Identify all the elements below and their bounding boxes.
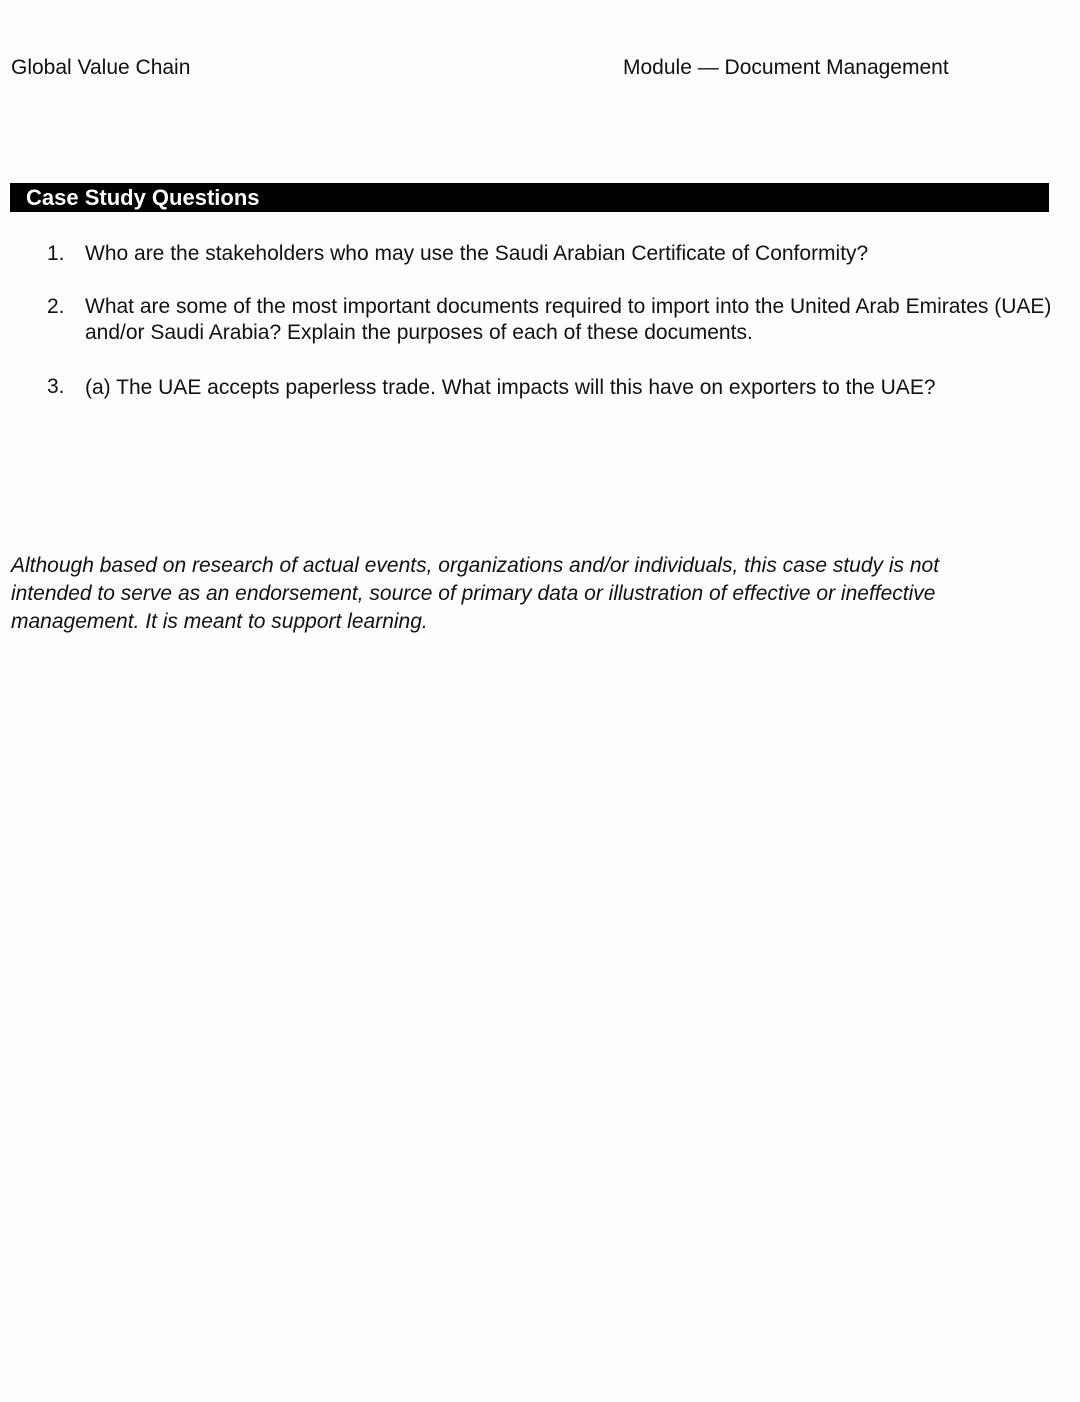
question-number: 1. (47, 242, 65, 265)
question-text: (a) The UAE accepts paperless trade. What impacts will this have on exporters to the UAE? (85, 376, 936, 399)
disclaimer: Although based on research of actual events, organizations and/or individuals, this case study is not intended to serve as an endorsement, source of primary data or illustration of effective or ineffective management. It is meant to support learning. (11, 554, 940, 633)
question-text: What are some of the most important documents required to import into the United Arab Emirates (UAE) and/or Saudi Arabia? Explain the purposes of each of these documents. (85, 295, 1052, 344)
header-module-title: Module — Document Management (623, 56, 949, 79)
question-text: Who are the stakeholders who may use the Saudi Arabian Certificate of Conformity? (85, 242, 869, 265)
question-number: 2. (47, 295, 65, 318)
section-title: Case Study Questions (10, 183, 1049, 212)
header-course-title: Global Value Chain (11, 56, 191, 79)
question-number: 3. (47, 375, 65, 398)
